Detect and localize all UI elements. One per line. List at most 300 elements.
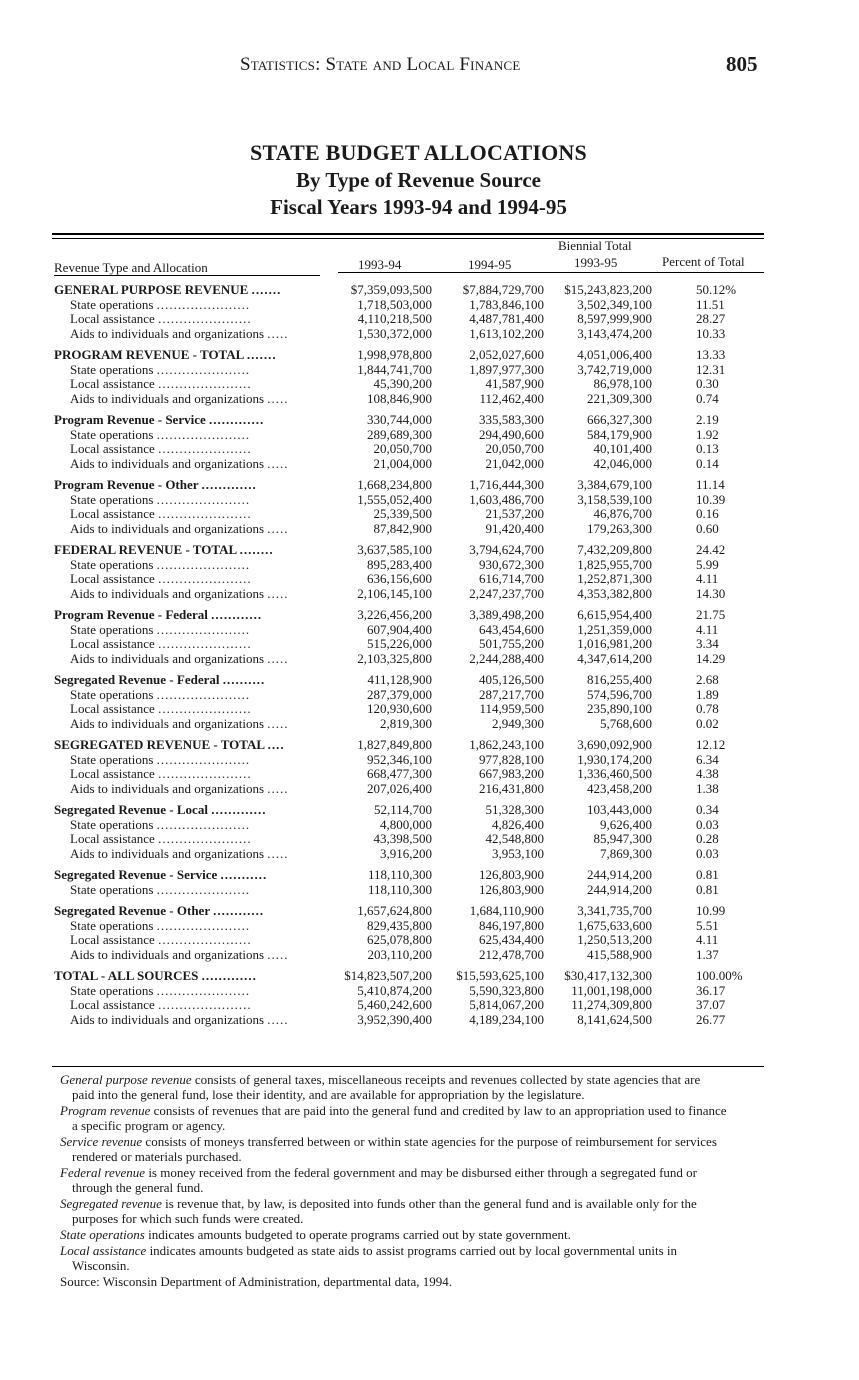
row-label-text: State operations (70, 427, 154, 442)
cell-value: 244,914,200 (587, 881, 652, 897)
cell-value: 0.16 (696, 506, 719, 521)
allocation-table (54, 283, 766, 1034)
footnotes (60, 1072, 778, 1290)
cell-value: 28.27 (696, 311, 726, 326)
row-label (70, 363, 326, 378)
leader-dots: ....... (246, 348, 277, 362)
cell-value: 3,690,092,900 (577, 737, 652, 752)
cell-value: 2,106,145,100 (357, 585, 432, 601)
leader-dots: ...................... (156, 622, 251, 637)
cell-value: 37.07 (696, 997, 726, 1012)
leader-dots: ..... (267, 716, 289, 731)
table-title-block (0, 140, 859, 220)
cell-value: 5,460,242,600 (357, 997, 432, 1012)
table-row (54, 457, 766, 472)
table-row (54, 507, 766, 522)
cell-value: 0.02 (696, 715, 719, 731)
footnote-term: Service revenue (60, 1134, 143, 1149)
row-label (70, 832, 326, 847)
leader-dots: ...................... (156, 687, 251, 702)
row-label (70, 818, 326, 833)
row-label-text: Local assistance (70, 377, 155, 391)
cell-value: 221,309,300 (587, 390, 652, 406)
footnote-continuation: paid into the general fund, lose their identity, and are available for appropriation by the legislature. (72, 1087, 585, 1102)
cell-value: 10.39 (696, 491, 726, 507)
table-section (54, 283, 766, 341)
cell-value: $15,593,625,100 (456, 968, 544, 983)
cell-value: 10.33 (696, 325, 726, 341)
cell-value: 10.99 (696, 903, 726, 918)
cell-value: 212,478,700 (479, 946, 544, 962)
leader-dots: ...................... (156, 983, 251, 998)
table-row (54, 392, 766, 407)
cell-value: 5.99 (696, 556, 719, 572)
table-section (54, 608, 766, 666)
table-row (54, 428, 766, 443)
cell-value: 42,548,800 (485, 831, 544, 846)
cell-value: 40,101,400 (593, 441, 652, 456)
footnote-term: State operations (60, 1227, 145, 1242)
cell-value: 335,583,300 (479, 412, 544, 427)
row-label (70, 493, 326, 508)
cell-value: 20,050,700 (485, 441, 544, 456)
cell-value: 0.74 (696, 390, 719, 406)
running-head: Statistics: State and Local Finance (240, 54, 521, 75)
cell-value: 6,615,954,400 (577, 607, 652, 622)
leader-dots: ............. (201, 969, 257, 983)
row-label-text: Local assistance (70, 637, 155, 651)
cell-value: 287,217,700 (479, 686, 544, 702)
cell-value: 3,953,100 (492, 845, 544, 861)
leader-dots: ..... (267, 651, 289, 666)
leader-dots: ..... (267, 326, 289, 341)
table-row (54, 688, 766, 703)
cell-value: 294,490,600 (479, 426, 544, 442)
cell-value: 11.51 (696, 296, 725, 312)
cell-value: 4,051,006,400 (577, 347, 652, 362)
cell-value: 1.37 (696, 946, 719, 962)
footnote (60, 1103, 778, 1133)
cell-value: $7,884,729,700 (462, 282, 544, 297)
table-row (54, 702, 766, 717)
cell-value: 3,226,456,200 (357, 607, 432, 622)
leader-dots: ...................... (158, 312, 252, 326)
footnote-text: indicates amounts budgeted to operate programs carried out by state government. (144, 1227, 571, 1242)
cell-value: 21.75 (696, 607, 726, 622)
leader-dots: ............. (201, 478, 257, 492)
section-title-text: Program Revenue - Other (54, 478, 199, 492)
cell-value: 895,283,400 (367, 556, 432, 572)
cell-value: 87,842,900 (373, 520, 432, 536)
cell-value: 1,930,174,200 (577, 751, 652, 767)
cell-value: 0.60 (696, 520, 719, 536)
row-label (70, 847, 326, 862)
row-label-text: Aids to individuals and organizations (70, 586, 265, 601)
leader-dots: ...................... (158, 637, 252, 651)
leader-dots: ..... (267, 1012, 289, 1027)
row-label (70, 522, 326, 537)
table-section (54, 803, 766, 861)
section-total-row (54, 868, 766, 883)
cell-value: 91,420,400 (485, 520, 544, 536)
cell-value: 4,110,218,500 (357, 311, 432, 326)
cell-value: 616,714,700 (479, 571, 544, 586)
section-title-text: PROGRAM REVENUE - TOTAL (54, 348, 244, 362)
page-header (0, 52, 859, 82)
cell-value: 103,443,000 (587, 802, 652, 817)
cell-value: 3,637,585,100 (357, 542, 432, 557)
cell-value: 1,613,102,200 (469, 325, 544, 341)
cell-value: 13.33 (696, 347, 726, 362)
cell-value: $7,359,093,500 (350, 282, 432, 297)
cell-value: 0.78 (696, 701, 719, 716)
row-label-text: Local assistance (70, 702, 155, 716)
row-label (70, 392, 326, 407)
section-title-text: SEGREGATED REVENUE - TOTAL (54, 738, 265, 752)
section-title-text: Program Revenue - Federal (54, 608, 208, 622)
cell-value: 51,328,300 (485, 802, 544, 817)
cell-value: 21,004,000 (373, 455, 432, 471)
cell-value: 584,179,900 (587, 426, 652, 442)
row-label-text: Aids to individuals and organizations (70, 521, 265, 536)
cell-value: 0.14 (696, 455, 719, 471)
table-row (54, 767, 766, 782)
footnote-continuation: through the general fund. (72, 1180, 204, 1195)
section-title (54, 543, 326, 558)
table-section (54, 543, 766, 601)
footnote-continuation: Wisconsin. (72, 1258, 130, 1273)
footnote-continuation: purposes for which such funds were created. (72, 1211, 304, 1226)
page-number: 805 (726, 52, 758, 76)
footnote (60, 1165, 778, 1195)
cell-value: 235,890,100 (587, 701, 652, 716)
cell-value: 1,716,444,300 (469, 477, 544, 492)
cell-value: 14.29 (696, 650, 726, 666)
cell-value: $14,823,507,200 (344, 968, 432, 983)
leader-dots: .......... (222, 673, 266, 687)
cell-value: 3,794,624,700 (469, 542, 544, 557)
row-label (70, 919, 326, 934)
leader-dots: ...................... (158, 377, 252, 391)
cell-value: 21,042,000 (485, 455, 544, 471)
cell-value: 0.81 (696, 867, 719, 882)
footnote-text: consists of revenues that are paid into the general fund and credited by law to an appropriation used to finance (150, 1103, 727, 1118)
row-label (70, 883, 326, 898)
col-header-percent: Percent of Total (662, 254, 745, 269)
table-title: STATE BUDGET ALLOCATIONS (250, 140, 587, 165)
table-row (54, 984, 766, 999)
leader-dots: ...................... (158, 442, 252, 456)
cell-value: 1,668,234,800 (357, 477, 432, 492)
cell-value: 52,114,700 (373, 802, 432, 817)
section-total-row (54, 283, 766, 298)
cell-value: 244,914,200 (587, 867, 652, 882)
leader-dots: ...................... (156, 752, 251, 767)
footnote-text: is revenue that, by law, is deposited into funds other than the general fund and is available only for the (161, 1196, 697, 1211)
row-label-text: State operations (70, 362, 154, 377)
row-label-text: Aids to individuals and organizations (70, 326, 265, 341)
cell-value: 0.13 (696, 441, 719, 456)
cell-value: 2,244,288,400 (469, 650, 544, 666)
table-section (54, 478, 766, 536)
cell-value: 0.03 (696, 816, 719, 832)
cell-value: 4,347,614,200 (577, 650, 652, 666)
row-label (70, 428, 326, 443)
row-label-text: Local assistance (70, 312, 155, 326)
cell-value: 42,046,000 (593, 455, 652, 471)
header-underline-label (54, 275, 320, 276)
cell-value: 5,768,600 (600, 715, 652, 731)
cell-value: 203,110,200 (367, 946, 432, 962)
cell-value: 179,263,300 (587, 520, 652, 536)
cell-value: 7,869,300 (600, 845, 652, 861)
cell-value: 4,826,400 (492, 816, 544, 832)
col-header-revenue-type: Revenue Type and Allocation (54, 260, 208, 275)
leader-dots: ...................... (158, 702, 252, 716)
section-title (54, 969, 326, 984)
row-label-text: State operations (70, 297, 154, 312)
cell-value: 1,718,503,000 (357, 296, 432, 312)
table-row (54, 883, 766, 898)
cell-value: 667,983,200 (479, 766, 544, 781)
section-total-row (54, 738, 766, 753)
cell-value: 666,327,300 (587, 412, 652, 427)
cell-value: 2,819,300 (380, 715, 432, 731)
cell-value: 1,252,871,300 (577, 571, 652, 586)
cell-value: 668,477,300 (367, 766, 432, 781)
leader-dots: ..... (267, 521, 289, 536)
cell-value: 126,803,900 (479, 881, 544, 897)
cell-value: 952,346,100 (367, 751, 432, 767)
cell-value: 930,672,300 (479, 556, 544, 572)
leader-dots: ...................... (156, 362, 251, 377)
row-label-text: Local assistance (70, 442, 155, 456)
table-row (54, 933, 766, 948)
table-fiscal-years: Fiscal Years 1993-94 and 1994-95 (270, 195, 567, 219)
row-label-text: State operations (70, 817, 154, 832)
leader-dots: ..... (267, 846, 289, 861)
leader-dots: ...................... (156, 557, 251, 572)
footnote (60, 1243, 778, 1273)
section-title (54, 348, 326, 363)
cell-value: 108,846,900 (367, 390, 432, 406)
cell-value: 14.30 (696, 585, 726, 601)
row-label-text: Aids to individuals and organizations (70, 947, 265, 962)
table-row (54, 637, 766, 652)
leader-dots: ............. (211, 803, 267, 817)
row-label (70, 998, 326, 1013)
footnote-continuation: rendered or materials purchased. (72, 1149, 242, 1164)
cell-value: 2.68 (696, 672, 719, 687)
section-title (54, 413, 326, 428)
table-row (54, 587, 766, 602)
row-label-text: State operations (70, 983, 154, 998)
cell-value: 46,876,700 (593, 506, 652, 521)
table-row (54, 558, 766, 573)
section-title (54, 904, 326, 919)
cell-value: 9,626,400 (600, 816, 652, 832)
cell-value: 0.81 (696, 881, 719, 897)
leader-dots: ...................... (158, 507, 252, 521)
cell-value: 2,103,325,800 (357, 650, 432, 666)
top-double-rule (52, 233, 764, 235)
table-row (54, 753, 766, 768)
cell-value: 0.34 (696, 802, 719, 817)
cell-value: 405,126,500 (479, 672, 544, 687)
table-section (54, 673, 766, 731)
cell-value: 643,454,600 (479, 621, 544, 637)
cell-value: 1,684,110,900 (469, 903, 544, 918)
row-label (70, 637, 326, 652)
cell-value: 86,978,100 (593, 376, 652, 391)
section-title (54, 673, 326, 688)
section-title-text: Segregated Revenue - Service (54, 868, 218, 882)
row-label-text: State operations (70, 557, 154, 572)
cell-value: 1,336,460,500 (577, 766, 652, 781)
cell-value: 1,998,978,800 (357, 347, 432, 362)
cell-value: 423,458,200 (587, 780, 652, 796)
section-total-row (54, 413, 766, 428)
section-total-row (54, 969, 766, 984)
section-title (54, 283, 326, 298)
cell-value: 1,530,372,000 (357, 325, 432, 341)
row-label-text: Local assistance (70, 998, 155, 1012)
footnote-text: consists of general taxes, miscellaneous receipts and revenues collected by state agencies that are (191, 1072, 701, 1087)
table-row (54, 377, 766, 392)
row-label (70, 688, 326, 703)
cell-value: 846,197,800 (479, 917, 544, 933)
cell-value: 330,744,000 (367, 412, 432, 427)
footnote (60, 1196, 778, 1226)
cell-value: 501,755,200 (479, 636, 544, 651)
cell-value: 1,250,513,200 (577, 932, 652, 947)
col-header-1994-95: 1994-95 (468, 257, 512, 272)
col-header-1993-94: 1993-94 (358, 257, 402, 272)
row-label-text: Local assistance (70, 933, 155, 947)
row-label (70, 702, 326, 717)
cell-value: 4.38 (696, 766, 719, 781)
cell-value: 3.34 (696, 636, 719, 651)
cell-value: 26.77 (696, 1011, 726, 1027)
cell-value: 1,603,486,700 (469, 491, 544, 507)
cell-value: 1,897,977,300 (469, 361, 544, 377)
cell-value: 1,825,955,700 (577, 556, 652, 572)
cell-value: 85,947,300 (593, 831, 652, 846)
leader-dots: ..... (267, 781, 289, 796)
leader-dots: ...................... (158, 832, 252, 846)
row-label-text: Aids to individuals and organizations (70, 391, 265, 406)
row-label-text: State operations (70, 622, 154, 637)
cell-value: 43,398,500 (373, 831, 432, 846)
cell-value: 415,588,900 (587, 946, 652, 962)
leader-dots: ...................... (158, 933, 252, 947)
cell-value: 3,158,539,100 (577, 491, 652, 507)
leader-dots: ....... (251, 283, 282, 297)
cell-value: 11.14 (696, 477, 725, 492)
table-section (54, 868, 766, 897)
cell-value: 112,462,400 (479, 390, 544, 406)
section-title (54, 608, 326, 623)
cell-value: 4,353,382,800 (577, 585, 652, 601)
table-row (54, 717, 766, 732)
cell-value: 607,904,400 (367, 621, 432, 637)
cell-value: 1,675,633,600 (577, 917, 652, 933)
col-header-biennial-total: Biennial Total (558, 238, 632, 253)
footnote-continuation: a specific program or agency. (72, 1118, 226, 1133)
section-title-text: Segregated Revenue - Federal (54, 673, 220, 687)
row-label (70, 623, 326, 638)
cell-value: 0.03 (696, 845, 719, 861)
cell-value: 114,959,500 (479, 701, 544, 716)
leader-dots: ..... (267, 391, 289, 406)
table-row (54, 623, 766, 638)
footnote-text: indicates amounts budgeted as state aids to assist programs carried out by local governmental units in (146, 1243, 678, 1258)
cell-value: 1,783,846,100 (469, 296, 544, 312)
cell-value: 207,026,400 (367, 780, 432, 796)
cell-value: 1,016,981,200 (577, 636, 652, 651)
footnote (60, 1134, 778, 1164)
cell-value: 1,844,741,700 (357, 361, 432, 377)
section-title (54, 868, 326, 883)
cell-value: $30,417,132,300 (564, 968, 652, 983)
row-label-text: State operations (70, 687, 154, 702)
cell-value: 12.31 (696, 361, 726, 377)
section-title-text: Segregated Revenue - Local (54, 803, 208, 817)
leader-dots: .... (267, 738, 285, 752)
footnote-text: is money received from the federal government and may be disbursed either through a segregated fund or (145, 1165, 698, 1180)
row-label (70, 457, 326, 472)
table-section (54, 969, 766, 1027)
cell-value: 4,189,234,100 (469, 1011, 544, 1027)
row-label (70, 1013, 326, 1028)
table-row (54, 652, 766, 667)
row-label (70, 312, 326, 327)
section-title-text: GENERAL PURPOSE REVENUE (54, 283, 249, 297)
section-title (54, 478, 326, 493)
table-section (54, 738, 766, 796)
row-label (70, 782, 326, 797)
cell-value: 5,814,067,200 (469, 997, 544, 1012)
row-label-text: State operations (70, 492, 154, 507)
cell-value: 4,800,000 (380, 816, 432, 832)
cell-value: 816,255,400 (587, 672, 652, 687)
cell-value: 625,078,800 (367, 932, 432, 947)
table-row (54, 847, 766, 862)
table-row (54, 363, 766, 378)
section-total-row (54, 803, 766, 818)
cell-value: 3,502,349,100 (577, 296, 652, 312)
footnote (60, 1227, 778, 1242)
row-label-text: Local assistance (70, 507, 155, 521)
table-row (54, 948, 766, 963)
row-label (70, 377, 326, 392)
table-row (54, 298, 766, 313)
leader-dots: ...................... (156, 882, 251, 897)
cell-value: 2,247,237,700 (469, 585, 544, 601)
leader-dots: ...................... (158, 572, 252, 586)
cell-value: 636,156,600 (367, 571, 432, 586)
table-row (54, 782, 766, 797)
cell-value: 36.17 (696, 982, 726, 998)
row-label (70, 717, 326, 732)
cell-value: 4.11 (696, 621, 719, 637)
row-label (70, 652, 326, 667)
cell-value: 2,949,300 (492, 715, 544, 731)
cell-value: 118,110,300 (367, 867, 432, 882)
cell-value: 120,930,600 (367, 701, 432, 716)
cell-value: 8,597,999,900 (577, 311, 652, 326)
leader-dots: ............. (208, 413, 265, 427)
